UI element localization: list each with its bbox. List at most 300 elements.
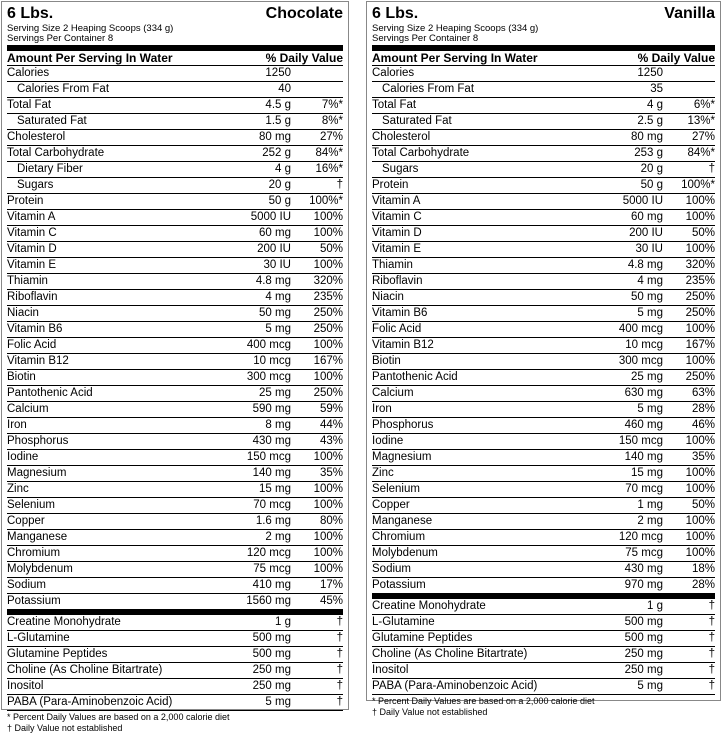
nutrient-name: Iron — [372, 403, 392, 415]
nutrient-row — [372, 130, 715, 146]
nutrient-daily-value: 320% — [685, 259, 715, 271]
nutrient-amount: 120 mcg — [618, 531, 663, 543]
nutrient-amount: 250 mg — [252, 664, 291, 676]
nutrient-daily-value: 100% — [685, 435, 715, 447]
nutrient-row — [7, 482, 343, 498]
nutrient-name: Vitamin A — [7, 211, 56, 223]
nutrient-amount: 1 g — [275, 616, 291, 628]
nutrient-amount: 5 mg — [265, 323, 291, 335]
nutrient-amount: 4 g — [647, 99, 663, 111]
nutrient-row — [7, 594, 343, 610]
nutrient-name: Selenium — [7, 499, 55, 511]
nutrient-amount: 25 mg — [631, 371, 663, 383]
nutrient-name: Molybdenum — [7, 563, 73, 575]
footnote-not-established: † Daily Value not established — [7, 723, 123, 733]
nutrient-daily-value: † — [336, 179, 343, 191]
nutrient-amount: 140 mg — [252, 467, 291, 479]
nutrient-amount: 400 mcg — [246, 339, 291, 351]
nutrient-daily-value: 46% — [691, 419, 715, 431]
nutrient-daily-value: 16%* — [315, 163, 343, 175]
nutrient-amount: 1 mg — [637, 499, 663, 511]
nutrient-name: Manganese — [372, 515, 433, 527]
nutrient-row — [372, 578, 715, 594]
nutrient-name: Calories From Fat — [17, 83, 110, 95]
nutrient-name: Protein — [372, 179, 409, 191]
nutrient-amount: 2 mg — [265, 531, 291, 543]
nutrient-name: Total Fat — [372, 99, 417, 111]
nutrient-row — [372, 498, 715, 514]
supplement-row — [7, 615, 343, 631]
panel-header — [7, 5, 343, 24]
nutrient-daily-value: 100% — [313, 531, 343, 543]
nutrient-daily-value: 43% — [319, 435, 343, 447]
nutrient-daily-value: 100% — [313, 371, 343, 383]
serving-size: Serving Size 2 Heaping Scoops (334 g) — [372, 23, 539, 34]
nutrient-row — [7, 290, 343, 306]
nutrient-row — [7, 146, 343, 162]
nutrient-row — [372, 306, 715, 322]
nutrient-name: L-Glutamine — [7, 632, 70, 644]
nutrient-daily-value: 250% — [313, 307, 343, 319]
amount-header: Amount Per Serving In Water — [372, 51, 538, 65]
footnote-not-established: † Daily Value not established — [372, 707, 488, 717]
nutrient-row — [372, 194, 715, 210]
nutrient-name: Saturated Fat — [382, 115, 452, 127]
nutrient-name: Vitamin E — [372, 243, 422, 255]
nutrient-daily-value: 100% — [313, 563, 343, 575]
nutrient-row — [7, 258, 343, 274]
nutrient-daily-value: 100% — [685, 323, 715, 335]
nutrient-daily-value: † — [336, 632, 343, 644]
nutrient-name: Protein — [7, 195, 44, 207]
nutrient-name: Copper — [372, 499, 410, 511]
nutrient-row — [372, 290, 715, 306]
nutrient-amount: 75 mcg — [253, 563, 291, 575]
nutrient-daily-value — [291, 66, 343, 81]
nutrient-name: Phosphorus — [372, 419, 434, 431]
nutrient-row — [7, 530, 343, 546]
nutrient-daily-value: 100% — [313, 547, 343, 559]
nutrient-daily-value: 100% — [313, 483, 343, 495]
nutrient-daily-value: 28% — [691, 579, 715, 591]
nutrient-amount: 1250 — [265, 67, 291, 79]
nutrient-name: Folic Acid — [7, 339, 57, 351]
nutrient-amount: 590 mg — [252, 403, 291, 415]
nutrient-daily-value: 100% — [685, 467, 715, 479]
nutrient-amount: 150 mcg — [618, 435, 663, 447]
nutrient-daily-value: 100% — [685, 531, 715, 543]
nutrient-daily-value: 27% — [691, 131, 715, 143]
nutrient-amount: 250 mg — [624, 664, 663, 676]
nutrient-daily-value: † — [336, 648, 343, 660]
nutrient-name: Calories — [7, 67, 50, 79]
nutrient-name: Inositol — [372, 664, 409, 676]
nutrient-row — [7, 450, 343, 466]
nutrient-daily-value: 80% — [319, 515, 343, 527]
nutrient-row — [372, 386, 715, 402]
nutrient-amount: 70 mcg — [625, 483, 663, 495]
nutrient-daily-value: 44% — [319, 419, 343, 431]
supplement-row — [372, 615, 715, 631]
nutrient-row — [7, 322, 343, 338]
nutrient-name: Vitamin B6 — [7, 323, 63, 335]
nutrient-row — [7, 242, 343, 258]
nutrient-row — [372, 546, 715, 562]
nutrient-name: Creatine Monohydrate — [7, 616, 121, 628]
nutrient-row — [372, 162, 715, 178]
nutrient-amount: 150 mcg — [246, 451, 291, 463]
nutrient-name: Total Carbohydrate — [7, 147, 105, 159]
nutrient-name: Total Carbohydrate — [372, 147, 470, 159]
nutrient-row — [372, 274, 715, 290]
nutrient-daily-value: 100% — [313, 259, 343, 271]
nutrient-row — [372, 242, 715, 258]
nutrient-name: Biotin — [7, 371, 36, 383]
nutrient-row — [372, 562, 715, 578]
nutrient-amount: 20 g — [640, 163, 663, 175]
nutrient-row — [7, 418, 343, 434]
nutrient-name: Molybdenum — [372, 547, 438, 559]
nutrient-daily-value: 18% — [691, 563, 715, 575]
nutrient-amount: 50 g — [268, 195, 291, 207]
nutrient-daily-value: 100% — [313, 499, 343, 511]
nutrient-name: Vitamin C — [372, 211, 422, 223]
nutrient-amount: 1560 mg — [246, 595, 291, 607]
nutrient-row — [372, 370, 715, 386]
nutrient-name: Riboflavin — [7, 291, 58, 303]
nutrient-row — [7, 402, 343, 418]
nutrient-daily-value: 235% — [313, 291, 343, 303]
nutrient-amount: 460 mg — [624, 419, 663, 431]
nutrient-daily-value: 50% — [691, 499, 715, 511]
supplement-row — [7, 647, 343, 663]
footnote-daily-value: * Percent Daily Values are based on a 2,000 calorie diet — [7, 712, 230, 722]
amount-header: Amount Per Serving In Water — [7, 51, 173, 65]
nutrient-daily-value: 100% — [685, 195, 715, 207]
nutrient-amount: 10 mcg — [253, 355, 291, 367]
nutrient-daily-value: 45% — [319, 595, 343, 607]
nutrient-row — [372, 226, 715, 242]
nutrient-daily-value: 100% — [313, 211, 343, 223]
nutrient-name: Riboflavin — [372, 275, 423, 287]
nutrient-name: Zinc — [7, 483, 29, 495]
nutrient-daily-value: 100% — [685, 515, 715, 527]
nutrient-name: Vitamin D — [7, 243, 57, 255]
nutrient-amount: 60 mg — [631, 211, 663, 223]
nutrient-amount: 250 mg — [624, 648, 663, 660]
nutrient-row — [7, 466, 343, 482]
flavor-label: Chocolate — [265, 5, 343, 22]
nutrient-daily-value: 84%* — [315, 147, 343, 159]
nutrient-name: Potassium — [7, 595, 61, 607]
nutrient-name: Potassium — [372, 579, 426, 591]
nutrient-daily-value: 100% — [685, 243, 715, 255]
nutrient-daily-value: 7%* — [321, 99, 343, 111]
nutrient-amount: 970 mg — [624, 579, 663, 591]
nutrient-daily-value: 35% — [691, 451, 715, 463]
nutrient-row — [7, 210, 343, 226]
nutrient-name: L-Glutamine — [372, 616, 435, 628]
nutrient-name: Cholesterol — [7, 131, 66, 143]
supplement-row — [7, 631, 343, 647]
nutrient-amount: 500 mg — [252, 648, 291, 660]
nutrient-amount: 5 mg — [265, 696, 291, 708]
nutrient-name: Manganese — [7, 531, 68, 543]
nutrient-name: Niacin — [7, 307, 39, 319]
nutrient-daily-value: 13%* — [687, 115, 715, 127]
nutrient-name: PABA (Para-Aminobenzoic Acid) — [372, 680, 538, 692]
nutrient-name: Total Fat — [7, 99, 52, 111]
nutrient-row — [7, 498, 343, 514]
nutrient-name: Glutamine Peptides — [7, 648, 108, 660]
nutrient-name: Vitamin E — [7, 259, 57, 271]
nutrient-amount: 200 IU — [257, 243, 291, 255]
servings-per-container: Servings Per Container 8 — [372, 33, 479, 44]
nutrient-name: Vitamin B12 — [7, 355, 69, 367]
nutrient-row — [7, 82, 343, 98]
nutrient-name: Zinc — [372, 467, 394, 479]
nutrient-row — [7, 546, 343, 562]
nutrient-daily-value: 8%* — [321, 115, 343, 127]
nutrient-daily-value: † — [708, 648, 715, 660]
supplement-row — [372, 679, 715, 695]
supplement-row — [7, 663, 343, 679]
nutrient-daily-value — [291, 82, 343, 97]
nutrient-daily-value: 63% — [691, 387, 715, 399]
nutrient-daily-value: 84%* — [687, 147, 715, 159]
nutrient-amount: 80 mg — [631, 131, 663, 143]
nutrient-amount: 20 g — [268, 179, 291, 191]
nutrient-row — [7, 370, 343, 386]
nutrient-amount: 2 mg — [637, 515, 663, 527]
nutrient-amount: 4.5 g — [265, 99, 291, 111]
nutrient-row — [7, 178, 343, 194]
nutrient-amount: 4 mg — [637, 275, 663, 287]
supplement-row — [372, 647, 715, 663]
nutrient-amount: 30 IU — [263, 259, 291, 271]
supplement-row — [372, 599, 715, 615]
nutrient-daily-value: 100% — [313, 339, 343, 351]
nutrient-name: Thiamin — [7, 275, 48, 287]
nutrient-row — [372, 82, 715, 98]
supplement-row — [372, 663, 715, 679]
nutrient-daily-value: 250% — [685, 307, 715, 319]
nutrient-row — [372, 178, 715, 194]
nutrient-amount: 1 g — [647, 600, 663, 612]
nutrient-daily-value: 100% — [685, 547, 715, 559]
nutrient-row — [372, 338, 715, 354]
nutrient-name: Thiamin — [372, 259, 413, 271]
nutrient-name: Calories From Fat — [382, 83, 475, 95]
nutrient-amount: 15 mg — [631, 467, 663, 479]
nutrient-name: Calories — [372, 67, 415, 79]
nutrient-name: Sugars — [17, 179, 54, 191]
nutrient-amount: 120 mcg — [246, 547, 291, 559]
nutrient-daily-value: † — [708, 632, 715, 644]
supplement-row — [7, 695, 343, 711]
panel-header — [372, 5, 715, 24]
nutrient-name: Choline (As Choline Bitartrate) — [372, 648, 528, 660]
nutrient-row — [7, 130, 343, 146]
nutrient-name: Pantothenic Acid — [7, 387, 93, 399]
nutrient-amount: 140 mg — [624, 451, 663, 463]
nutrient-name: Saturated Fat — [17, 115, 87, 127]
nutrient-amount: 80 mg — [259, 131, 291, 143]
nutrient-daily-value: † — [336, 680, 343, 692]
nutrient-amount: 50 mg — [259, 307, 291, 319]
column-header — [7, 51, 343, 66]
servings-per-container: Servings Per Container 8 — [7, 33, 114, 44]
nutrient-amount: 4 g — [275, 163, 291, 175]
nutrient-name: Phosphorus — [7, 435, 69, 447]
nutrient-amount: 4.8 mg — [255, 275, 291, 287]
supplement-row — [7, 679, 343, 695]
size-label: 6 Lbs. — [7, 5, 54, 22]
nutrient-amount: 50 mg — [631, 291, 663, 303]
nutrient-amount: 500 mg — [624, 632, 663, 644]
nutrient-daily-value: † — [708, 664, 715, 676]
nutrition-panel-vanilla — [366, 1, 721, 717]
nutrient-daily-value: † — [708, 680, 715, 692]
nutrient-name: Sodium — [372, 563, 411, 575]
nutrient-daily-value: 320% — [313, 275, 343, 287]
nutrient-name: Biotin — [372, 355, 401, 367]
nutrient-list — [7, 66, 343, 610]
nutrient-amount: 15 mg — [259, 483, 291, 495]
nutrient-name: Magnesium — [7, 467, 67, 479]
nutrient-amount: 60 mg — [259, 227, 291, 239]
flavor-label: Vanilla — [664, 5, 715, 22]
nutrient-name: Selenium — [372, 483, 420, 495]
nutrient-daily-value: † — [708, 163, 715, 175]
nutrient-amount: 1.5 g — [265, 115, 291, 127]
nutrient-name: Cholesterol — [372, 131, 431, 143]
nutrient-name: Calcium — [372, 387, 414, 399]
nutrient-amount: 1.6 mg — [255, 515, 291, 527]
nutrient-amount: 8 mg — [265, 419, 291, 431]
nutrient-name: Glutamine Peptides — [372, 632, 473, 644]
nutrient-name: Vitamin B6 — [372, 307, 428, 319]
nutrient-amount: 75 mcg — [625, 547, 663, 559]
nutrient-daily-value: † — [708, 616, 715, 628]
nutrient-daily-value: † — [336, 696, 343, 708]
nutrient-daily-value: 50% — [691, 227, 715, 239]
nutrient-name: Iron — [7, 419, 27, 431]
nutrient-row — [372, 322, 715, 338]
nutrient-daily-value: 17% — [319, 579, 343, 591]
nutrient-daily-value: 250% — [313, 387, 343, 399]
nutrient-amount: 2.5 g — [637, 115, 663, 127]
nutrient-row — [372, 530, 715, 546]
nutrient-daily-value: 100%* — [681, 179, 715, 191]
nutrient-daily-value: 167% — [685, 339, 715, 351]
nutrient-row — [7, 306, 343, 322]
footnote-daily-value: * Percent Daily Values are based on a 2,000 calorie diet — [372, 696, 595, 706]
nutrient-name: Vitamin A — [372, 195, 421, 207]
nutrient-daily-value: 250% — [685, 291, 715, 303]
nutrient-row — [7, 162, 343, 178]
nutrient-daily-value: 100% — [685, 355, 715, 367]
nutrient-name: Iodine — [372, 435, 404, 447]
nutrient-daily-value: 250% — [685, 371, 715, 383]
size-label: 6 Lbs. — [372, 5, 419, 22]
nutrient-amount: 400 mcg — [618, 323, 663, 335]
nutrient-amount: 410 mg — [252, 579, 291, 591]
nutrient-name: Chromium — [7, 547, 61, 559]
nutrient-amount: 5 mg — [637, 403, 663, 415]
nutrient-name: Inositol — [7, 680, 44, 692]
nutrient-daily-value: † — [708, 600, 715, 612]
supplement-list — [372, 599, 715, 695]
nutrient-amount: 50 g — [640, 179, 663, 191]
nutrient-name: Sugars — [382, 163, 419, 175]
nutrient-amount: 5 mg — [637, 307, 663, 319]
nutrient-amount: 430 mg — [624, 563, 663, 575]
nutrient-amount: 252 g — [262, 147, 291, 159]
nutrient-name: Vitamin D — [372, 227, 422, 239]
nutrient-name: Niacin — [372, 291, 404, 303]
nutrient-name: PABA (Para-Aminobenzoic Acid) — [7, 696, 173, 708]
nutrient-amount: 300 mcg — [618, 355, 663, 367]
nutrient-name: Copper — [7, 515, 45, 527]
nutrient-amount: 200 IU — [629, 227, 663, 239]
nutrient-amount: 25 mg — [259, 387, 291, 399]
nutrient-row — [7, 226, 343, 242]
supplement-list — [7, 615, 343, 711]
nutrient-row — [7, 98, 343, 114]
nutrient-amount: 253 g — [634, 147, 663, 159]
nutrient-amount: 40 — [278, 83, 291, 95]
nutrient-daily-value: 100% — [685, 483, 715, 495]
nutrient-name: Choline (As Choline Bitartrate) — [7, 664, 163, 676]
nutrient-row — [372, 418, 715, 434]
nutrient-daily-value: 59% — [319, 403, 343, 415]
nutrient-daily-value: 50% — [319, 243, 343, 255]
nutrient-amount: 10 mcg — [625, 339, 663, 351]
nutrient-row — [372, 402, 715, 418]
nutrient-daily-value — [663, 82, 715, 97]
nutrient-row — [372, 354, 715, 370]
nutrient-row — [372, 146, 715, 162]
nutrient-row — [372, 210, 715, 226]
nutrient-row — [7, 578, 343, 594]
nutrient-daily-value: † — [336, 616, 343, 628]
nutrient-amount: 4.8 mg — [627, 259, 663, 271]
nutrient-row — [7, 386, 343, 402]
nutrient-daily-value: 167% — [313, 355, 343, 367]
nutrient-name: Sodium — [7, 579, 46, 591]
nutrient-name: Vitamin B12 — [372, 339, 434, 351]
nutrient-row — [7, 274, 343, 290]
nutrient-row — [372, 66, 715, 82]
serving-size: Serving Size 2 Heaping Scoops (334 g) — [7, 23, 174, 34]
nutrient-amount: 4 mg — [265, 291, 291, 303]
nutrient-daily-value: 250% — [313, 323, 343, 335]
nutrient-daily-value: 35% — [319, 467, 343, 479]
nutrient-daily-value: 27% — [319, 131, 343, 143]
nutrient-amount: 500 mg — [252, 632, 291, 644]
nutrient-daily-value: 100% — [685, 211, 715, 223]
nutrient-name: Vitamin C — [7, 227, 57, 239]
nutrient-amount: 35 — [650, 83, 663, 95]
nutrient-amount: 5000 IU — [250, 211, 291, 223]
nutrient-daily-value: 100%* — [309, 195, 343, 207]
nutrition-panel-chocolate — [1, 1, 349, 733]
supplement-row — [372, 631, 715, 647]
nutrient-row — [7, 114, 343, 130]
nutrient-row — [372, 114, 715, 130]
nutrient-row — [7, 514, 343, 530]
